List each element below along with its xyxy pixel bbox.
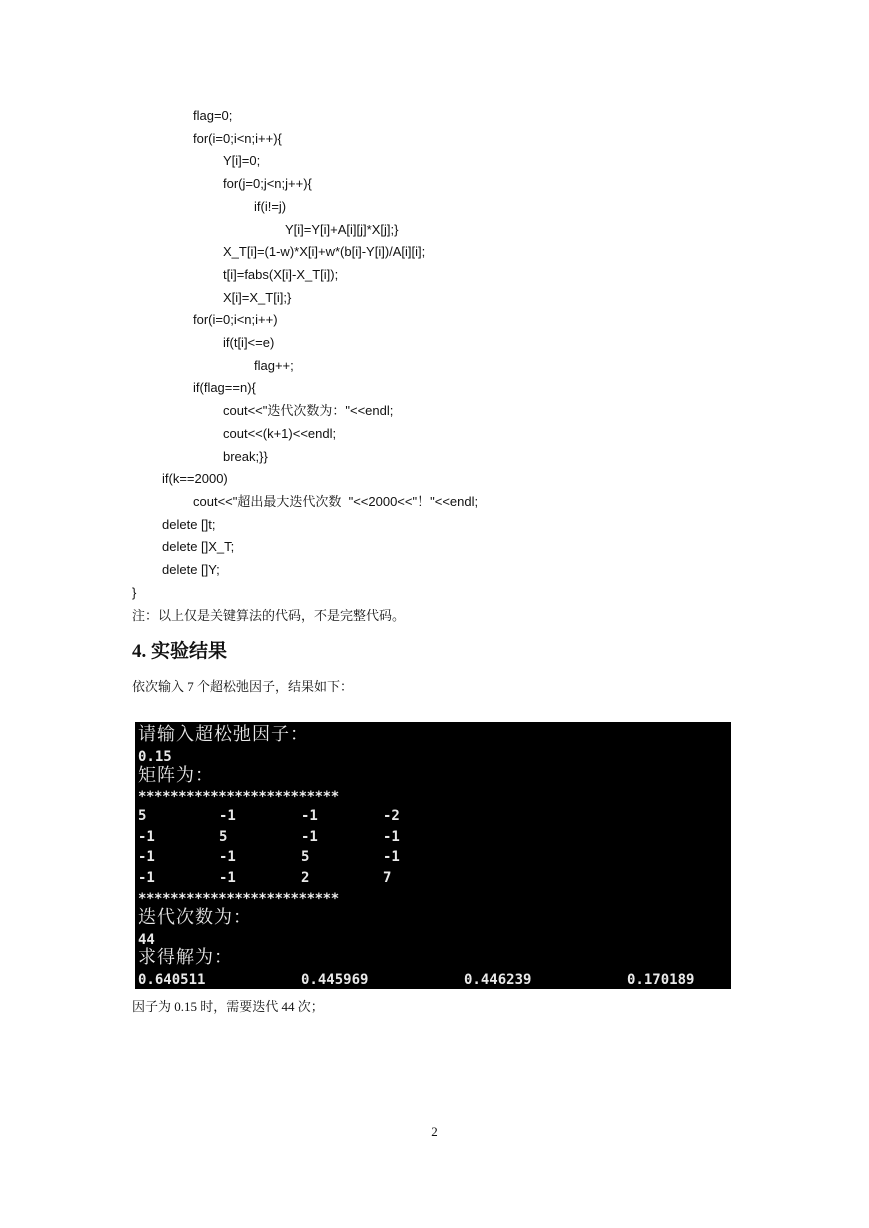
code-line: for(i=0;i<n;i++){ [193, 130, 282, 146]
page-number: 2 [431, 1124, 438, 1139]
matrix-cell: -1 [219, 808, 236, 824]
code-line: for(i=0;i<n;i++) [193, 312, 278, 328]
matrix-cell: -1 [219, 869, 236, 886]
console-input-value: 0.15 [138, 749, 172, 765]
code-line: if(k==2000) [162, 471, 228, 487]
matrix-cell: -2 [383, 808, 400, 824]
console-screenshot [135, 722, 731, 989]
code-line: flag++; [254, 357, 294, 373]
matrix-cell: 5 [219, 828, 228, 845]
matrix-cell: -1 [219, 849, 236, 865]
code-line: Y[i]=Y[i]+A[i][j]*X[j];} [285, 221, 399, 237]
solution-value: 0.640511 [138, 972, 206, 988]
code-line: X_T[i]=(1-w)*X[i]+w*(b[i]-Y[i])/A[i][i]; [223, 244, 426, 260]
solution-value: 0.445969 [301, 972, 369, 988]
matrix-cell: -1 [138, 849, 155, 865]
matrix-cell: 7 [383, 869, 392, 886]
code-line: if(flag==n){ [193, 380, 256, 396]
code-line: for(j=0;j<n;j++){ [223, 176, 312, 192]
intro-text: 依次输入 7 个超松弛因子，结果如下： [132, 679, 354, 694]
console-matrix-label: 矩阵为： [138, 765, 214, 786]
matrix-cell: -1 [138, 828, 155, 845]
code-line: break;}} [223, 448, 268, 464]
matrix-cell: -1 [383, 828, 400, 845]
matrix-cell: -1 [383, 849, 400, 865]
console-iter-value: 44 [138, 932, 155, 948]
console-iter-label: 迭代次数为： [138, 907, 252, 928]
code-line: } [132, 584, 137, 600]
code-line: delete []Y; [162, 562, 220, 577]
result-caption: 因子为 0.15 时，需要迭代 44 次； [132, 999, 324, 1014]
solution-value: 0.170189 [627, 972, 695, 988]
code-line: cout<<"迭代次数为："<<endl; [223, 403, 394, 419]
matrix-cell: 5 [138, 808, 147, 824]
matrix-cell: -1 [301, 828, 318, 845]
solution-value: 0.446239 [464, 972, 532, 988]
code-line: flag=0; [193, 108, 233, 123]
code-line: delete []X_T; [162, 539, 235, 555]
matrix-cell: 2 [301, 869, 310, 886]
code-line: if(t[i]<=e) [223, 335, 275, 350]
matrix-cell: 5 [301, 849, 310, 865]
code-line: delete []t; [162, 516, 216, 532]
matrix-cell: -1 [138, 869, 155, 886]
code-line: t[i]=fabs(X[i]-X_T[i]); [223, 266, 339, 282]
console-prompt: 请输入超松弛因子： [138, 724, 309, 745]
matrix-cell: -1 [301, 808, 318, 824]
code-line: cout<<(k+1)<<endl; [223, 425, 337, 441]
code-note: 注：以上仅是关键算法的代码，不是完整代码。 [132, 608, 406, 623]
console-stars-top: ************************* [138, 789, 339, 805]
code-line: cout<<"超出最大迭代次数 "<<2000<<"！"<<endl; [193, 493, 479, 509]
code-line: Y[i]=0; [223, 153, 261, 169]
section-heading: 4. 实验结果 [132, 641, 228, 662]
console-stars-bottom: ************************* [138, 891, 339, 907]
code-line: if(i!=j) [254, 198, 287, 214]
console-solution-label: 求得解为： [138, 947, 233, 968]
code-line: X[i]=X_T[i];} [223, 289, 292, 305]
